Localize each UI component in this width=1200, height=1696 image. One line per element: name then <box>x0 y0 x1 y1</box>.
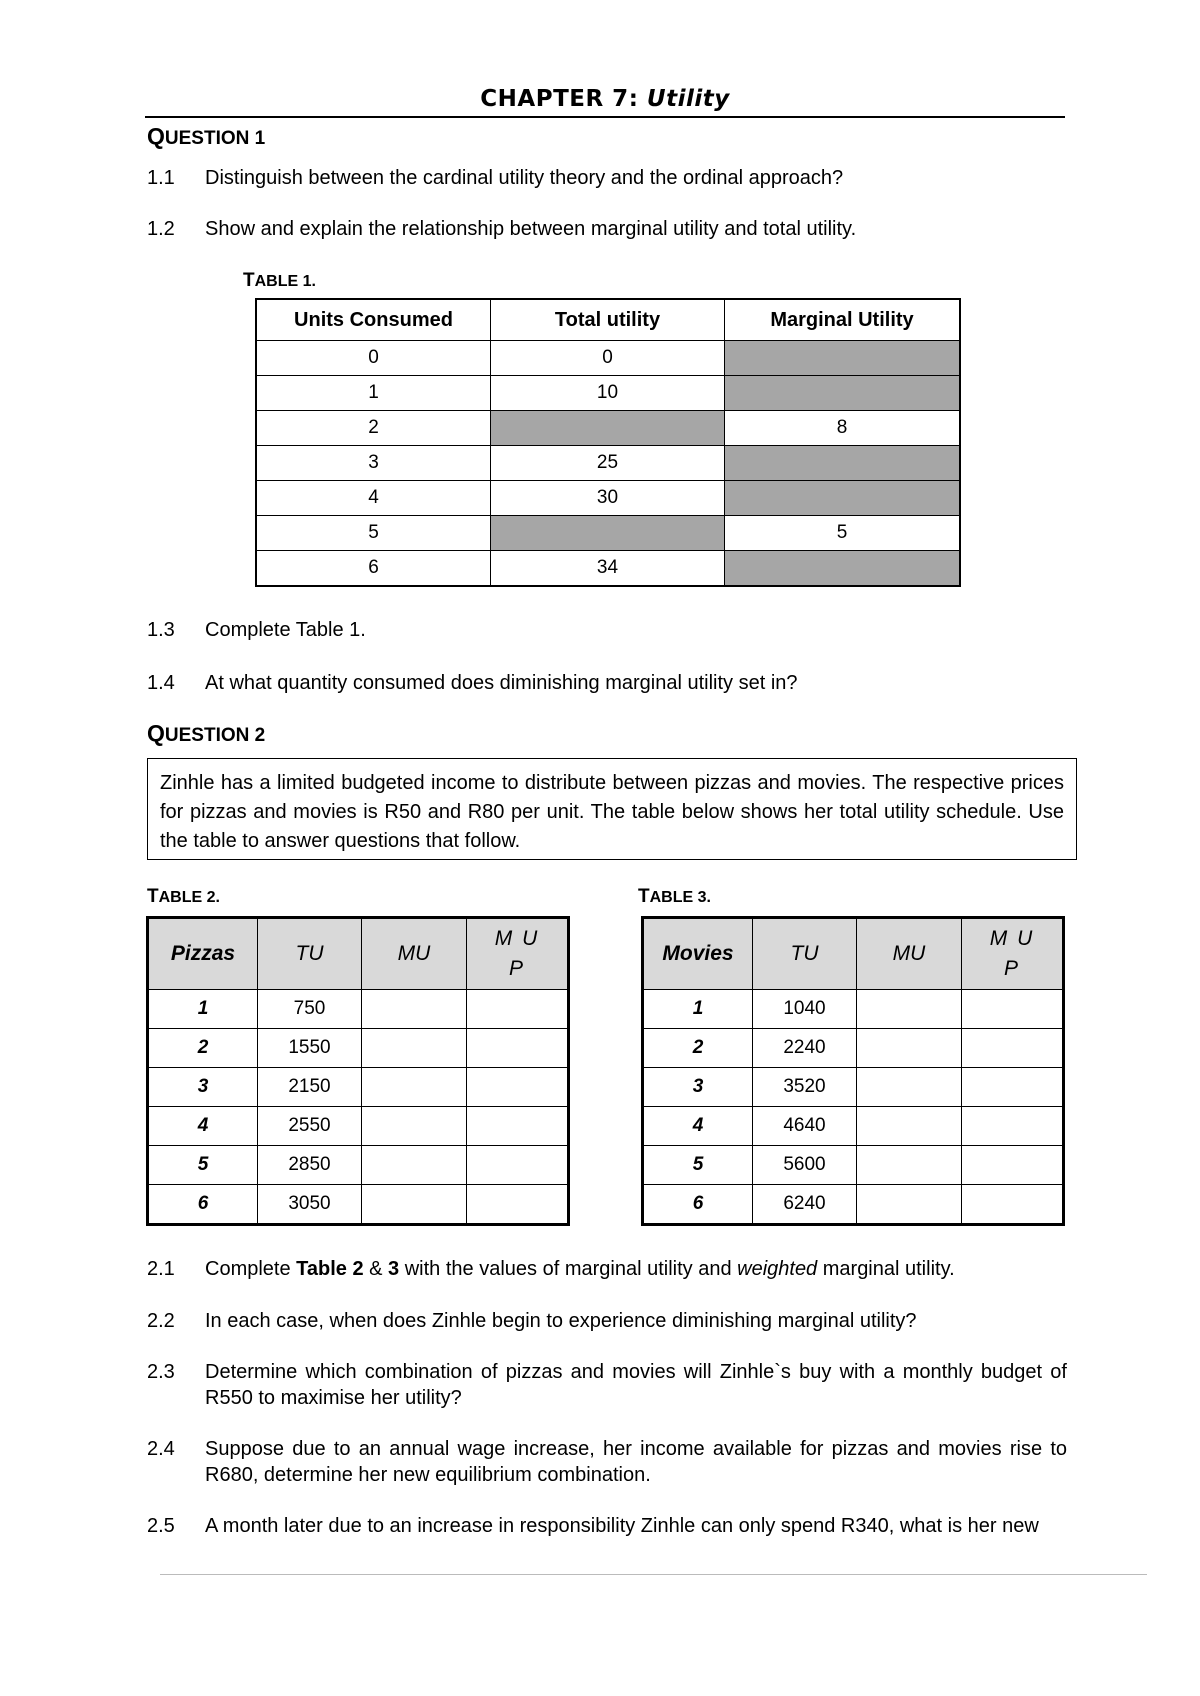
table-row <box>643 1029 1064 1068</box>
quantity-cell: 5 <box>643 1146 753 1185</box>
mu-cell <box>362 1107 467 1146</box>
item-number: 1.4 <box>147 672 175 694</box>
caption-initial: T <box>147 886 159 907</box>
tu-cell: 0 <box>491 341 725 376</box>
item-text <box>205 1256 1067 1282</box>
table-row <box>148 990 569 1029</box>
title-rule <box>145 116 1065 118</box>
header-mu: MU <box>362 918 467 990</box>
q2-heading-rest: UESTION 2 <box>164 725 266 746</box>
tu-cell: 25 <box>491 446 725 481</box>
tu-cell: 4640 <box>753 1107 857 1146</box>
tu-cell: 750 <box>258 990 362 1029</box>
table-row <box>256 411 960 446</box>
fraction-denominator: P <box>1003 957 1020 980</box>
question-2-4 <box>147 1436 1067 1488</box>
question-1-2 <box>147 216 1067 242</box>
tu-cell: 6240 <box>753 1185 857 1225</box>
item-text: Determine which combination of pizzas and movies will Zinhle`s buy with a monthly budget of R550 to maximise her utility? <box>205 1361 1067 1409</box>
item-text: Distinguish between the cardinal utility theory and the ordinal approach? <box>205 167 844 189</box>
q1-heading-initial: Q <box>147 123 165 149</box>
tu-cell: 30 <box>491 481 725 516</box>
item-text: Complete Table 1. <box>205 619 366 641</box>
question-2-1 <box>147 1256 1067 1282</box>
text-bold-table2: Table 2 <box>296 1258 364 1280</box>
mu-cell-blank <box>725 376 961 411</box>
item-text: Show and explain the relationship between marginal utility and total utility. <box>205 218 857 240</box>
mu-p-cell <box>467 990 569 1029</box>
text-part: Complete <box>205 1258 297 1280</box>
question-2-2 <box>147 1308 1067 1334</box>
mu-cell <box>857 1107 962 1146</box>
header-mu: MU <box>857 918 962 990</box>
tu-cell: 2550 <box>258 1107 362 1146</box>
table-2-pizzas <box>146 916 570 1226</box>
footer-divider <box>160 1574 1147 1575</box>
header-mu-over-p <box>467 918 569 990</box>
mu-cell <box>857 1146 962 1185</box>
fraction-denominator: P <box>508 957 525 980</box>
item-text: At what quantity consumed does diminishing marginal utility set in? <box>205 672 798 694</box>
text-part: with the values of marginal utility and <box>399 1258 738 1280</box>
question-1-3 <box>147 617 1067 643</box>
mu-p-cell <box>962 1029 1064 1068</box>
quantity-cell: 3 <box>643 1068 753 1107</box>
quantity-cell: 3 <box>148 1068 258 1107</box>
caption-initial: T <box>243 270 255 291</box>
table-3-caption <box>638 886 711 908</box>
units-cell: 3 <box>256 446 491 481</box>
caption-rest: ABLE 1. <box>254 273 316 290</box>
table-row <box>256 376 960 411</box>
tu-cell-blank <box>491 411 725 446</box>
tu-cell: 10 <box>491 376 725 411</box>
item-number: 1.3 <box>147 619 175 641</box>
quantity-cell: 5 <box>148 1146 258 1185</box>
item-text: In each case, when does Zinhle begin to experience diminishing marginal utility? <box>205 1310 917 1332</box>
question-1-1 <box>147 165 1067 191</box>
tu-cell: 3520 <box>753 1068 857 1107</box>
units-cell: 0 <box>256 341 491 376</box>
header-units-consumed: Units Consumed <box>256 299 491 341</box>
caption-rest: ABLE 2. <box>158 889 220 906</box>
tu-cell: 2150 <box>258 1068 362 1107</box>
tu-cell: 2850 <box>258 1146 362 1185</box>
mu-cell: 8 <box>725 411 961 446</box>
tu-cell: 1550 <box>258 1029 362 1068</box>
mu-cell <box>362 1185 467 1225</box>
table-row <box>148 1029 569 1068</box>
header-marginal-utility: Marginal Utility <box>725 299 961 341</box>
question-1-4 <box>147 670 1067 696</box>
item-number: 1.2 <box>147 218 175 240</box>
tu-cell: 2240 <box>753 1029 857 1068</box>
mu-cell-blank <box>725 341 961 376</box>
table-row <box>148 1068 569 1107</box>
quantity-cell: 6 <box>643 1185 753 1225</box>
caption-rest: ABLE 3. <box>649 889 711 906</box>
tu-cell: 5600 <box>753 1146 857 1185</box>
table-3-movies <box>641 916 1065 1226</box>
table-row <box>256 341 960 376</box>
units-cell: 1 <box>256 376 491 411</box>
mu-cell <box>362 990 467 1029</box>
item-number: 1.1 <box>147 167 175 189</box>
mu-cell <box>362 1029 467 1068</box>
quantity-cell: 2 <box>148 1029 258 1068</box>
mu-p-cell <box>467 1068 569 1107</box>
table-row <box>148 1185 569 1225</box>
header-pizzas: Pizzas <box>148 918 258 990</box>
quantity-cell: 1 <box>148 990 258 1029</box>
item-number: 2.3 <box>147 1361 175 1383</box>
mu-cell <box>857 1068 962 1107</box>
mu-cell-blank <box>725 551 961 587</box>
mu-cell <box>362 1068 467 1107</box>
quantity-cell: 4 <box>148 1107 258 1146</box>
table-row <box>643 1185 1064 1225</box>
fraction-numerator: M U <box>494 927 540 950</box>
table-2-caption <box>147 886 220 908</box>
mu-p-cell <box>962 1107 1064 1146</box>
chapter-title <box>145 86 1065 112</box>
mu-cell <box>857 1185 962 1225</box>
item-number: 2.1 <box>147 1258 175 1280</box>
text-part: marginal utility. <box>817 1258 955 1280</box>
mu-p-cell <box>962 990 1064 1029</box>
mu-cell-blank <box>725 481 961 516</box>
q1-heading-rest: UESTION 1 <box>164 128 266 149</box>
text-part: & <box>363 1258 389 1280</box>
units-cell: 5 <box>256 516 491 551</box>
table-1-header-row <box>256 299 960 341</box>
table-row <box>256 446 960 481</box>
quantity-cell: 6 <box>148 1185 258 1225</box>
table-row <box>256 551 960 587</box>
q2-heading-initial: Q <box>147 720 165 746</box>
mu-p-cell <box>467 1146 569 1185</box>
chapter-subtitle: Utility <box>646 86 730 112</box>
units-cell: 4 <box>256 481 491 516</box>
table-row <box>643 1146 1064 1185</box>
caption-initial: T <box>638 886 650 907</box>
chapter-prefix: CHAPTER 7: <box>480 86 639 112</box>
tu-cell-blank <box>491 516 725 551</box>
quantity-cell: 2 <box>643 1029 753 1068</box>
item-number: 2.2 <box>147 1310 175 1332</box>
mu-cell <box>362 1146 467 1185</box>
header-mu-over-p <box>962 918 1064 990</box>
tu-cell: 34 <box>491 551 725 587</box>
table-3-header-row <box>643 918 1064 990</box>
item-number: 2.4 <box>147 1438 175 1460</box>
scenario-box: Zinhle has a limited budgeted income to distribute between pizzas and movies. The respective prices for pizzas and movies is R50 and R80 per unit. The table below shows her total utility schedule. Use the table to answer questions that follow. <box>147 758 1077 860</box>
question-2-heading <box>147 720 265 747</box>
tu-cell: 1040 <box>753 990 857 1029</box>
mu-p-cell <box>467 1185 569 1225</box>
fraction-numerator: M U <box>989 927 1035 950</box>
table-1-caption <box>243 270 316 292</box>
units-cell: 6 <box>256 551 491 587</box>
question-2-3 <box>147 1359 1067 1411</box>
header-total-utility: Total utility <box>491 299 725 341</box>
text-bold-table3: 3 <box>388 1258 400 1280</box>
table-1 <box>255 298 961 587</box>
quantity-cell: 4 <box>643 1107 753 1146</box>
mu-cell: 5 <box>725 516 961 551</box>
table-row <box>643 1107 1064 1146</box>
quantity-cell: 1 <box>643 990 753 1029</box>
table-row <box>256 516 960 551</box>
item-text: Suppose due to an annual wage increase, her income available for pizzas and movies rise to R680, determine her new equilibrium combination. <box>205 1438 1067 1486</box>
table-row <box>148 1146 569 1185</box>
item-text: A month later due to an increase in responsibility Zinhle can only spend R340, what is her new <box>205 1515 1039 1537</box>
header-movies: Movies <box>643 918 753 990</box>
table-row <box>256 481 960 516</box>
table-row <box>148 1107 569 1146</box>
table-row <box>643 990 1064 1029</box>
mu-cell <box>857 990 962 1029</box>
mu-cell-blank <box>725 446 961 481</box>
mu-p-cell <box>962 1068 1064 1107</box>
header-tu: TU <box>258 918 362 990</box>
table-row <box>643 1068 1064 1107</box>
mu-p-cell <box>962 1146 1064 1185</box>
question-1-heading <box>147 123 265 150</box>
question-2-5 <box>147 1513 1067 1539</box>
mu-p-cell <box>962 1185 1064 1225</box>
header-tu: TU <box>753 918 857 990</box>
text-italic-weighted: weighted <box>737 1258 818 1280</box>
units-cell: 2 <box>256 411 491 446</box>
mu-p-cell <box>467 1029 569 1068</box>
tu-cell: 3050 <box>258 1185 362 1225</box>
table-2-header-row <box>148 918 569 990</box>
mu-cell <box>857 1029 962 1068</box>
item-number: 2.5 <box>147 1515 175 1537</box>
mu-p-cell <box>467 1107 569 1146</box>
